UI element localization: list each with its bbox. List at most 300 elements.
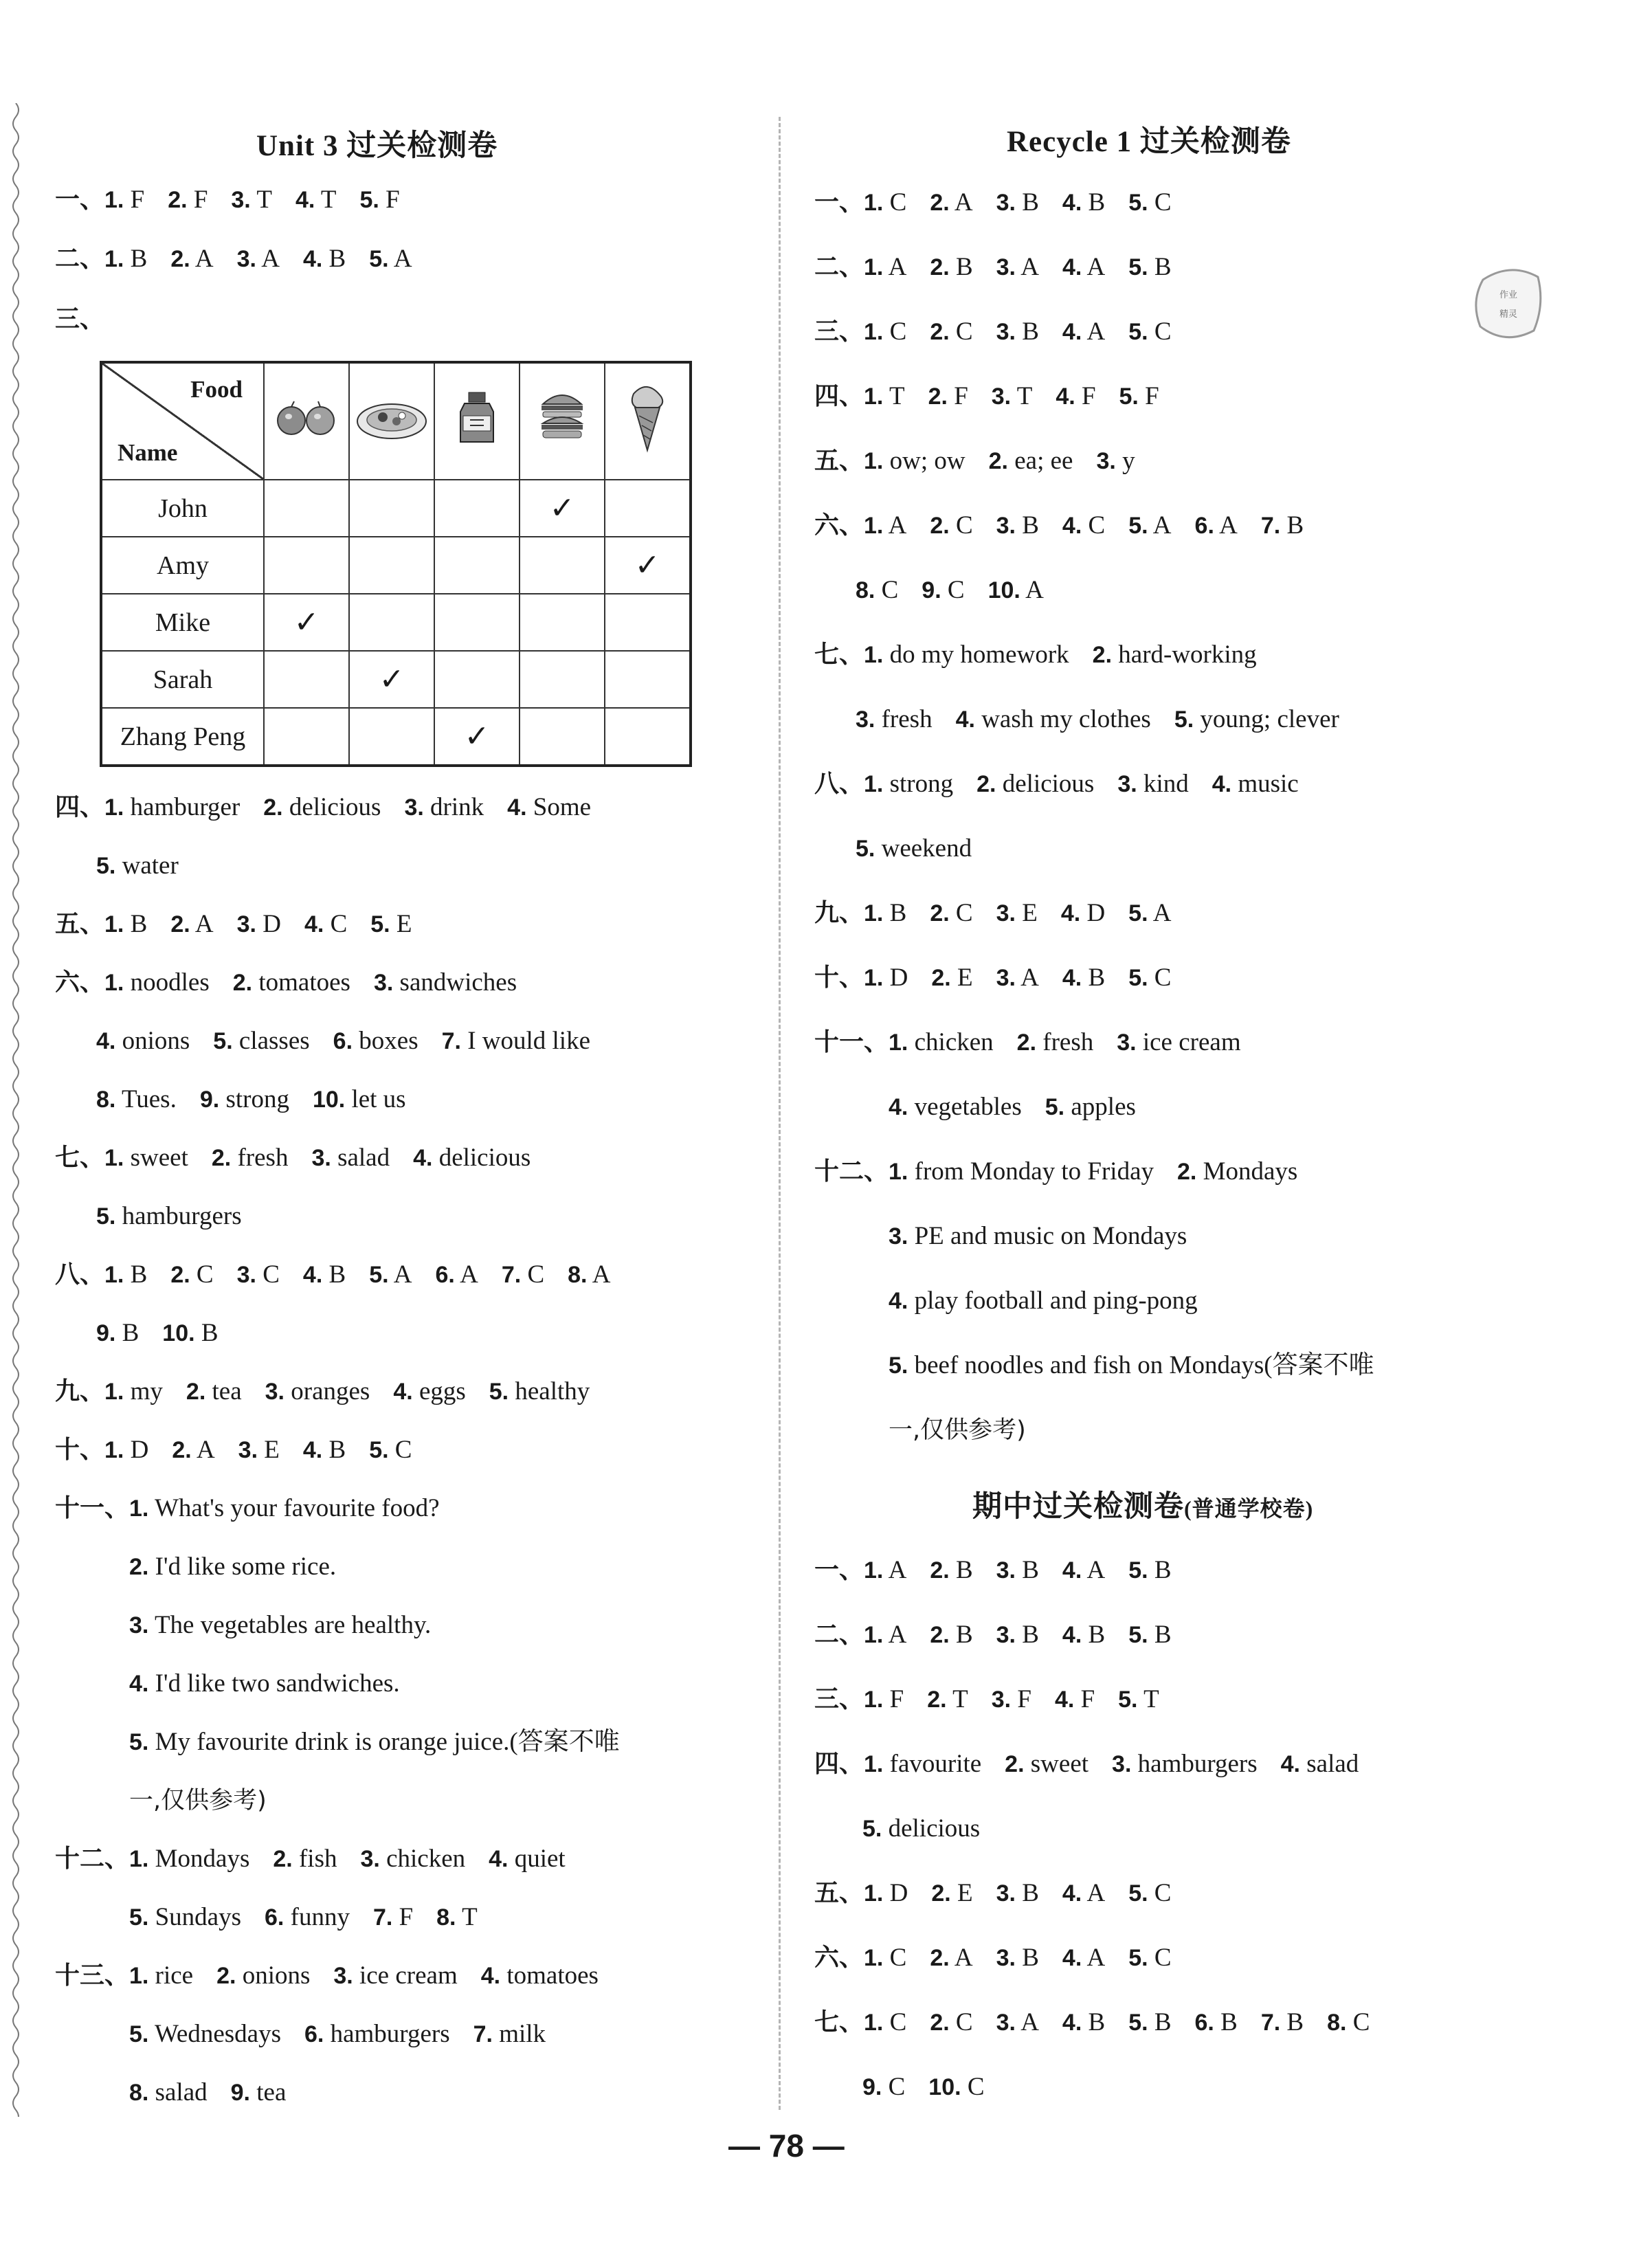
question-number: 2. bbox=[930, 1557, 950, 1583]
mid-sec4: 四、1. favourite 2. sweet 3. hamburgers 4. salad bbox=[814, 1747, 1382, 1781]
answer-text: T bbox=[462, 1903, 478, 1931]
answer-item bbox=[303, 1433, 346, 1467]
question-number: 5. bbox=[96, 1203, 116, 1230]
answer-item bbox=[864, 961, 908, 995]
answer-text: I would like bbox=[467, 1027, 591, 1055]
answer-text: F bbox=[1080, 1685, 1095, 1713]
answer-text: B bbox=[1154, 2008, 1172, 2036]
answer-item bbox=[864, 767, 953, 801]
answer-item bbox=[168, 183, 208, 217]
answer-item bbox=[333, 1024, 418, 1058]
answer-text: A bbox=[1025, 576, 1044, 604]
question-number: 4. bbox=[96, 1028, 116, 1054]
question-number: 1. bbox=[864, 900, 884, 926]
left-sec11-l3 bbox=[129, 1608, 454, 1643]
answer-item bbox=[930, 250, 972, 285]
question-number: 3. bbox=[996, 319, 1016, 345]
answer-text: B bbox=[955, 1556, 973, 1584]
question-number: 4. bbox=[507, 794, 527, 821]
answer-item bbox=[1062, 1618, 1105, 1652]
answer-text: B bbox=[1088, 2008, 1106, 2036]
answer-text: C bbox=[955, 899, 973, 927]
answer-item bbox=[1062, 509, 1105, 543]
left-sec13-cont1 bbox=[129, 2017, 569, 2052]
answer-text: C bbox=[1154, 964, 1172, 992]
answer-item bbox=[930, 1618, 972, 1652]
question-number: 6. bbox=[1194, 513, 1214, 539]
answer-item bbox=[1174, 702, 1339, 737]
answer-item bbox=[927, 1682, 968, 1717]
question-number: 2. bbox=[930, 319, 950, 345]
question-number: 3. bbox=[996, 1622, 1016, 1648]
question-number: 5. bbox=[1128, 1880, 1148, 1906]
question-number: 4. bbox=[1062, 965, 1082, 991]
question-number: 3. bbox=[373, 970, 394, 996]
answer-item bbox=[1062, 1553, 1105, 1588]
answer-item bbox=[889, 1219, 1187, 1254]
answer-item bbox=[96, 1082, 177, 1117]
question-number: 5. bbox=[1128, 319, 1148, 345]
question-number: 1. bbox=[864, 771, 884, 797]
question-number: 5. bbox=[862, 1816, 882, 1842]
answer-text: I'd like two sandwiches. bbox=[155, 1669, 400, 1698]
right-sec12-l5 bbox=[889, 1348, 1398, 1383]
answer-item bbox=[889, 1090, 1022, 1124]
midterm-title: 期中过关检测卷(普通学校卷) bbox=[972, 1491, 1314, 1523]
fruit-icon bbox=[272, 397, 341, 438]
question-number: 7. bbox=[441, 1028, 461, 1054]
answer-item bbox=[1117, 767, 1188, 801]
answer-text: B bbox=[1154, 1621, 1172, 1649]
row-name: John bbox=[101, 480, 264, 537]
jar-icon bbox=[449, 387, 504, 449]
answer-text: salad bbox=[337, 1144, 390, 1172]
answer-text: onions bbox=[122, 1027, 190, 1055]
question-number: 2. bbox=[211, 1145, 232, 1171]
answer-item bbox=[1327, 2005, 1370, 2040]
answer-text: The vegetables are healthy. bbox=[154, 1611, 432, 1639]
question-number: 6. bbox=[435, 1262, 455, 1288]
question-number: 2. bbox=[1177, 1159, 1197, 1185]
question-number: 2. bbox=[1092, 642, 1113, 668]
answer-text: T bbox=[952, 1685, 968, 1713]
answer-item bbox=[333, 1959, 457, 1993]
answer-item bbox=[1118, 1682, 1159, 1717]
answer-item bbox=[104, 1433, 148, 1467]
table-row bbox=[101, 651, 691, 708]
question-number: 4. bbox=[1062, 190, 1082, 216]
answer-text: C bbox=[955, 318, 973, 346]
answer-text: do my homework bbox=[889, 641, 1069, 669]
answer-item bbox=[1128, 896, 1171, 931]
answer-text: strong bbox=[889, 770, 954, 798]
ice-cream-icon bbox=[620, 380, 675, 456]
answer-item bbox=[1128, 250, 1171, 285]
question-number: 4. bbox=[1060, 900, 1081, 926]
question-number: 8. bbox=[436, 1904, 456, 1931]
question-number: 5. bbox=[370, 911, 390, 937]
question-number: 4. bbox=[1054, 1687, 1075, 1713]
answer-text: onions bbox=[242, 1961, 311, 1990]
answer-item bbox=[864, 1941, 906, 1975]
question-number: 3. bbox=[996, 2010, 1016, 2036]
answer-item bbox=[864, 1682, 904, 1717]
answer-text: A bbox=[393, 245, 412, 273]
question-number: 5. bbox=[213, 1028, 233, 1054]
question-number: 5. bbox=[369, 246, 389, 272]
answer-item bbox=[996, 186, 1039, 220]
mid-sec7: 七、1. C 2. C 3. A 4. B 5. B 6. B 7. B 8. C bbox=[814, 2005, 1393, 2040]
answer-item bbox=[216, 1959, 310, 1993]
answer-text: C bbox=[1154, 318, 1172, 346]
answer-text: wash my clothes bbox=[981, 705, 1151, 733]
left-sec2: 二、1. B 2. A 3. A 4. B 5. A bbox=[55, 242, 436, 276]
answer-text: B bbox=[328, 1436, 346, 1464]
answer-text: A bbox=[1086, 1944, 1106, 1972]
question-number: 1. bbox=[864, 383, 884, 410]
left-sec9: 九、1. my 2. tea 3. oranges 4. eggs 5. healthy bbox=[55, 1375, 613, 1409]
question-number: 3. bbox=[856, 707, 875, 733]
answer-item bbox=[436, 1258, 478, 1292]
answer-text: C bbox=[1352, 2008, 1370, 2036]
question-number: 3. bbox=[333, 1963, 353, 1989]
question-number: 1. bbox=[104, 246, 124, 272]
answer-text: delicious bbox=[1002, 770, 1095, 798]
answer-text: A bbox=[888, 511, 907, 540]
svg-text:作业: 作业 bbox=[1499, 290, 1518, 300]
answer-text: F bbox=[386, 186, 400, 214]
answer-text: delicious bbox=[888, 1814, 981, 1843]
question-number: 2. bbox=[931, 1880, 951, 1906]
answer-text: hamburger bbox=[130, 793, 241, 821]
question-number: 4. bbox=[304, 911, 324, 937]
answer-item bbox=[1045, 1090, 1136, 1124]
check-cell bbox=[434, 708, 520, 766]
answer-text: C bbox=[881, 576, 899, 604]
answer-item bbox=[1261, 509, 1304, 543]
question-number: 8. bbox=[856, 577, 875, 603]
question-number: 3. bbox=[236, 1262, 256, 1288]
checkmark-icon: ✓ bbox=[379, 663, 405, 696]
question-number: 1. bbox=[864, 1880, 884, 1906]
question-number: 3. bbox=[1112, 1751, 1132, 1777]
answer-item bbox=[1128, 1553, 1171, 1588]
question-number: 1. bbox=[129, 1496, 149, 1522]
left-sec6-cont1 bbox=[96, 1024, 614, 1058]
answer-text: B bbox=[1154, 253, 1172, 281]
answer-text: rice bbox=[155, 1961, 194, 1990]
answer-item bbox=[237, 1258, 280, 1292]
answer-text: A bbox=[1020, 964, 1039, 992]
answer-text: B bbox=[130, 910, 148, 938]
answer-text: sandwiches bbox=[399, 968, 517, 997]
question-number: 4. bbox=[295, 187, 315, 213]
left-sec7: 七、1. sweet 2. fresh 3. salad 4. delicious bbox=[55, 1141, 554, 1175]
question-number: 1. bbox=[864, 1622, 884, 1648]
question-number: 2. bbox=[170, 246, 190, 272]
answer-text: B bbox=[1022, 1944, 1039, 1972]
answer-text: B bbox=[122, 1319, 139, 1347]
answer-item bbox=[1195, 2005, 1238, 2040]
food-col-fruit bbox=[264, 362, 349, 480]
answer-item bbox=[1128, 509, 1171, 543]
answer-item bbox=[928, 2070, 984, 2104]
left-sec12: 十二、1. Mondays 2. fish 3. chicken 4. quiet bbox=[55, 1842, 589, 1876]
answer-text: B bbox=[1022, 1556, 1039, 1584]
table-corner-cell bbox=[101, 362, 264, 480]
check-cell bbox=[264, 480, 349, 537]
answer-item bbox=[989, 444, 1073, 478]
answer-item bbox=[104, 907, 147, 942]
answer-text: A bbox=[196, 1436, 215, 1464]
answer-text: C bbox=[889, 188, 907, 216]
row-name: Sarah bbox=[101, 651, 264, 708]
answer-text: My favourite drink is orange juice.(答案不唯 bbox=[155, 1728, 620, 1756]
answer-text: A bbox=[954, 188, 973, 216]
question-number: 4. bbox=[302, 1262, 323, 1288]
answer-item bbox=[1062, 961, 1105, 995]
answer-text: T bbox=[320, 186, 337, 214]
answer-text: water bbox=[122, 852, 179, 880]
answer-item bbox=[129, 1608, 431, 1643]
answer-item bbox=[172, 1433, 214, 1467]
answer-item bbox=[889, 1025, 994, 1060]
question-number: 7. bbox=[1260, 2010, 1281, 2036]
answer-text: F bbox=[1145, 382, 1159, 410]
question-number: 4. bbox=[889, 1094, 908, 1120]
check-cell bbox=[520, 480, 605, 537]
question-number: 6. bbox=[265, 1904, 284, 1931]
question-number: 4. bbox=[302, 1437, 323, 1463]
answer-item bbox=[237, 907, 281, 942]
question-number: 5. bbox=[129, 1904, 149, 1931]
answer-item bbox=[928, 379, 968, 414]
mid-sec2: 二、1. A 2. B 3. B 4. B 5. B bbox=[814, 1618, 1195, 1652]
answer-item bbox=[930, 896, 972, 931]
answer-item bbox=[129, 1725, 620, 1759]
check-cell bbox=[349, 708, 434, 766]
checkmark-icon: ✓ bbox=[549, 491, 575, 525]
question-number: 10. bbox=[312, 1087, 346, 1113]
answer-item bbox=[931, 1876, 972, 1911]
question-number: 4. bbox=[129, 1671, 149, 1697]
answer-text: Sundays bbox=[155, 1903, 242, 1931]
row-name: Mike bbox=[101, 594, 264, 651]
answer-item bbox=[96, 849, 179, 883]
answer-item bbox=[162, 1316, 218, 1350]
answer-text: A bbox=[1086, 1879, 1106, 1907]
answer-item bbox=[864, 1876, 908, 1911]
answer-text: F bbox=[1081, 382, 1096, 410]
left-sec7-cont bbox=[96, 1199, 265, 1234]
question-number: 2. bbox=[170, 1262, 190, 1288]
question-number: 3. bbox=[996, 254, 1016, 280]
answer-text: hard-working bbox=[1118, 641, 1257, 669]
question-number: 2. bbox=[930, 254, 950, 280]
publisher-stamp-logo bbox=[1471, 265, 1546, 347]
answer-text: F bbox=[130, 186, 145, 214]
answer-item bbox=[862, 2070, 905, 2104]
mid-sec5: 五、1. D 2. E 3. B 4. A 5. C bbox=[814, 1876, 1194, 1911]
answer-item bbox=[1212, 767, 1299, 801]
answer-text: D bbox=[263, 910, 281, 938]
answer-text: C bbox=[1154, 188, 1172, 216]
answer-text: chicken bbox=[914, 1028, 994, 1056]
mid-sec1: 一、1. A 2. B 3. B 4. A 5. B bbox=[814, 1553, 1195, 1588]
answer-text: A bbox=[1152, 899, 1172, 927]
check-cell bbox=[605, 708, 691, 766]
question-number: 3. bbox=[996, 900, 1016, 926]
answer-item bbox=[930, 315, 972, 349]
question-number: 3. bbox=[1117, 771, 1137, 797]
left-sec13: 十三、1. rice 2. onions 3. ice cream 4. tomatoes bbox=[55, 1959, 622, 1993]
question-number: 1. bbox=[864, 965, 884, 991]
question-number: 4. bbox=[302, 246, 323, 272]
answer-item bbox=[303, 1258, 346, 1292]
question-number: 5. bbox=[1128, 254, 1148, 280]
left-sec11-l4 bbox=[129, 1667, 423, 1701]
answer-text: B bbox=[1088, 1621, 1106, 1649]
left-sec10: 十、1. D 2. A 3. E 4. B 5. C bbox=[55, 1433, 435, 1467]
answer-item bbox=[996, 961, 1039, 995]
right-sec6-cont bbox=[856, 573, 1067, 608]
answer-text: tomatoes bbox=[258, 968, 350, 997]
answer-text: play football and ping-pong bbox=[914, 1287, 1198, 1315]
question-number: 6. bbox=[1194, 2010, 1214, 2036]
question-number: 5. bbox=[489, 1379, 509, 1405]
answer-text: I'd like some rice. bbox=[155, 1553, 337, 1581]
check-cell bbox=[264, 594, 349, 651]
question-number: 2. bbox=[976, 771, 996, 797]
check-cell bbox=[605, 651, 691, 708]
question-number: 5. bbox=[889, 1353, 908, 1379]
question-number: 1. bbox=[864, 1945, 884, 1971]
answer-item bbox=[360, 183, 400, 217]
check-cell bbox=[264, 651, 349, 708]
check-cell bbox=[349, 537, 434, 594]
answer-text: music bbox=[1238, 770, 1299, 798]
right-sec7-cont bbox=[856, 702, 1363, 737]
question-number: 2. bbox=[930, 190, 950, 216]
mid-sec3: 三、1. F 2. T 3. F 4. F 5. T bbox=[814, 1682, 1183, 1717]
answer-text: ow; ow bbox=[889, 447, 965, 475]
answer-text: E bbox=[264, 1436, 280, 1464]
answer-text: B bbox=[1022, 318, 1039, 346]
answer-text: A bbox=[1020, 2008, 1039, 2036]
checkmark-icon: ✓ bbox=[293, 605, 320, 639]
answer-text: A bbox=[1086, 253, 1106, 281]
question-number: 2. bbox=[232, 970, 253, 996]
answer-item bbox=[864, 1553, 906, 1588]
answer-text: F bbox=[954, 382, 968, 410]
answer-text: delicious bbox=[438, 1144, 531, 1172]
question-number: 10. bbox=[928, 2074, 961, 2100]
left-sec8-cont bbox=[96, 1316, 242, 1350]
answer-item bbox=[992, 1682, 1031, 1717]
binding-wavy-edge bbox=[5, 103, 26, 2117]
left-sec11-l2 bbox=[129, 1550, 359, 1584]
question-number: 10. bbox=[987, 577, 1020, 603]
answer-item bbox=[373, 1900, 413, 1935]
question-number: 3. bbox=[129, 1612, 149, 1638]
question-number: 9. bbox=[230, 2080, 250, 2106]
question-number: 4. bbox=[1062, 254, 1082, 280]
answer-item bbox=[393, 1375, 465, 1409]
answer-text: young; clever bbox=[1200, 705, 1339, 733]
answer-item bbox=[413, 1141, 531, 1175]
left-sec13-cont2 bbox=[129, 2076, 309, 2110]
answer-item bbox=[930, 1553, 972, 1588]
answer-text: apples bbox=[1071, 1093, 1136, 1121]
answer-item bbox=[473, 2017, 546, 2052]
food-preference-table bbox=[100, 361, 692, 767]
left-sec4: 四、1. hamburger 2. delicious 3. drink 4. Some bbox=[55, 790, 614, 825]
answer-item bbox=[237, 242, 280, 276]
answer-item bbox=[104, 183, 144, 217]
answer-item bbox=[303, 242, 346, 276]
answer-text: A bbox=[261, 245, 280, 273]
answer-text: fresh bbox=[881, 705, 933, 733]
answer-text: y bbox=[1122, 447, 1135, 475]
question-number: 6. bbox=[333, 1028, 353, 1054]
answer-item bbox=[864, 444, 965, 478]
answer-item bbox=[489, 1375, 590, 1409]
question-number: 4. bbox=[1062, 513, 1082, 539]
left-sec8: 八、1. B 2. C 3. C 4. B 5. A 6. A 7. C 8. A bbox=[55, 1258, 634, 1292]
answer-item bbox=[265, 1900, 350, 1935]
question-number: 3. bbox=[996, 965, 1016, 991]
answer-text: A bbox=[393, 1260, 412, 1289]
left-sec12-cont bbox=[129, 1900, 501, 1935]
question-number: 1. bbox=[864, 1557, 884, 1583]
unit3-title: Unit 3 过关检测卷 bbox=[256, 130, 498, 162]
answer-item bbox=[104, 1141, 188, 1175]
answer-item bbox=[104, 242, 147, 276]
question-number: 2. bbox=[930, 900, 950, 926]
hamburger-icon bbox=[535, 383, 590, 452]
row-name: Amy bbox=[101, 537, 264, 594]
question-number: 1. bbox=[889, 1159, 908, 1185]
question-number: 3. bbox=[311, 1145, 331, 1171]
question-number: 3. bbox=[991, 383, 1012, 410]
answer-item bbox=[1128, 315, 1171, 349]
answer-item bbox=[864, 1747, 981, 1781]
answer-item bbox=[96, 1024, 190, 1058]
column-divider bbox=[779, 117, 781, 2110]
question-number: 8. bbox=[96, 1087, 116, 1113]
question-number: 9. bbox=[862, 2074, 882, 2100]
answer-item bbox=[489, 1842, 566, 1876]
answer-text: C bbox=[196, 1260, 214, 1289]
answer-text: hamburgers bbox=[330, 2020, 450, 2048]
answer-item bbox=[889, 1155, 1154, 1189]
question-number: 3. bbox=[236, 246, 256, 272]
answer-item bbox=[313, 1082, 406, 1117]
answer-item bbox=[864, 379, 905, 414]
answer-text: B bbox=[1022, 188, 1039, 216]
question-number: 3. bbox=[996, 1880, 1016, 1906]
answer-item bbox=[481, 1959, 599, 1993]
check-cell bbox=[264, 708, 349, 766]
checkmark-icon: ✓ bbox=[464, 720, 490, 753]
question-number: 5. bbox=[359, 187, 379, 213]
recycle1-title: Recycle 1 过关检测卷 bbox=[1007, 126, 1291, 158]
question-number: 1. bbox=[864, 513, 884, 539]
answer-item bbox=[862, 1812, 980, 1846]
question-number: 4. bbox=[1062, 2010, 1082, 2036]
answer-item bbox=[856, 573, 898, 608]
answer-item bbox=[1062, 1876, 1105, 1911]
